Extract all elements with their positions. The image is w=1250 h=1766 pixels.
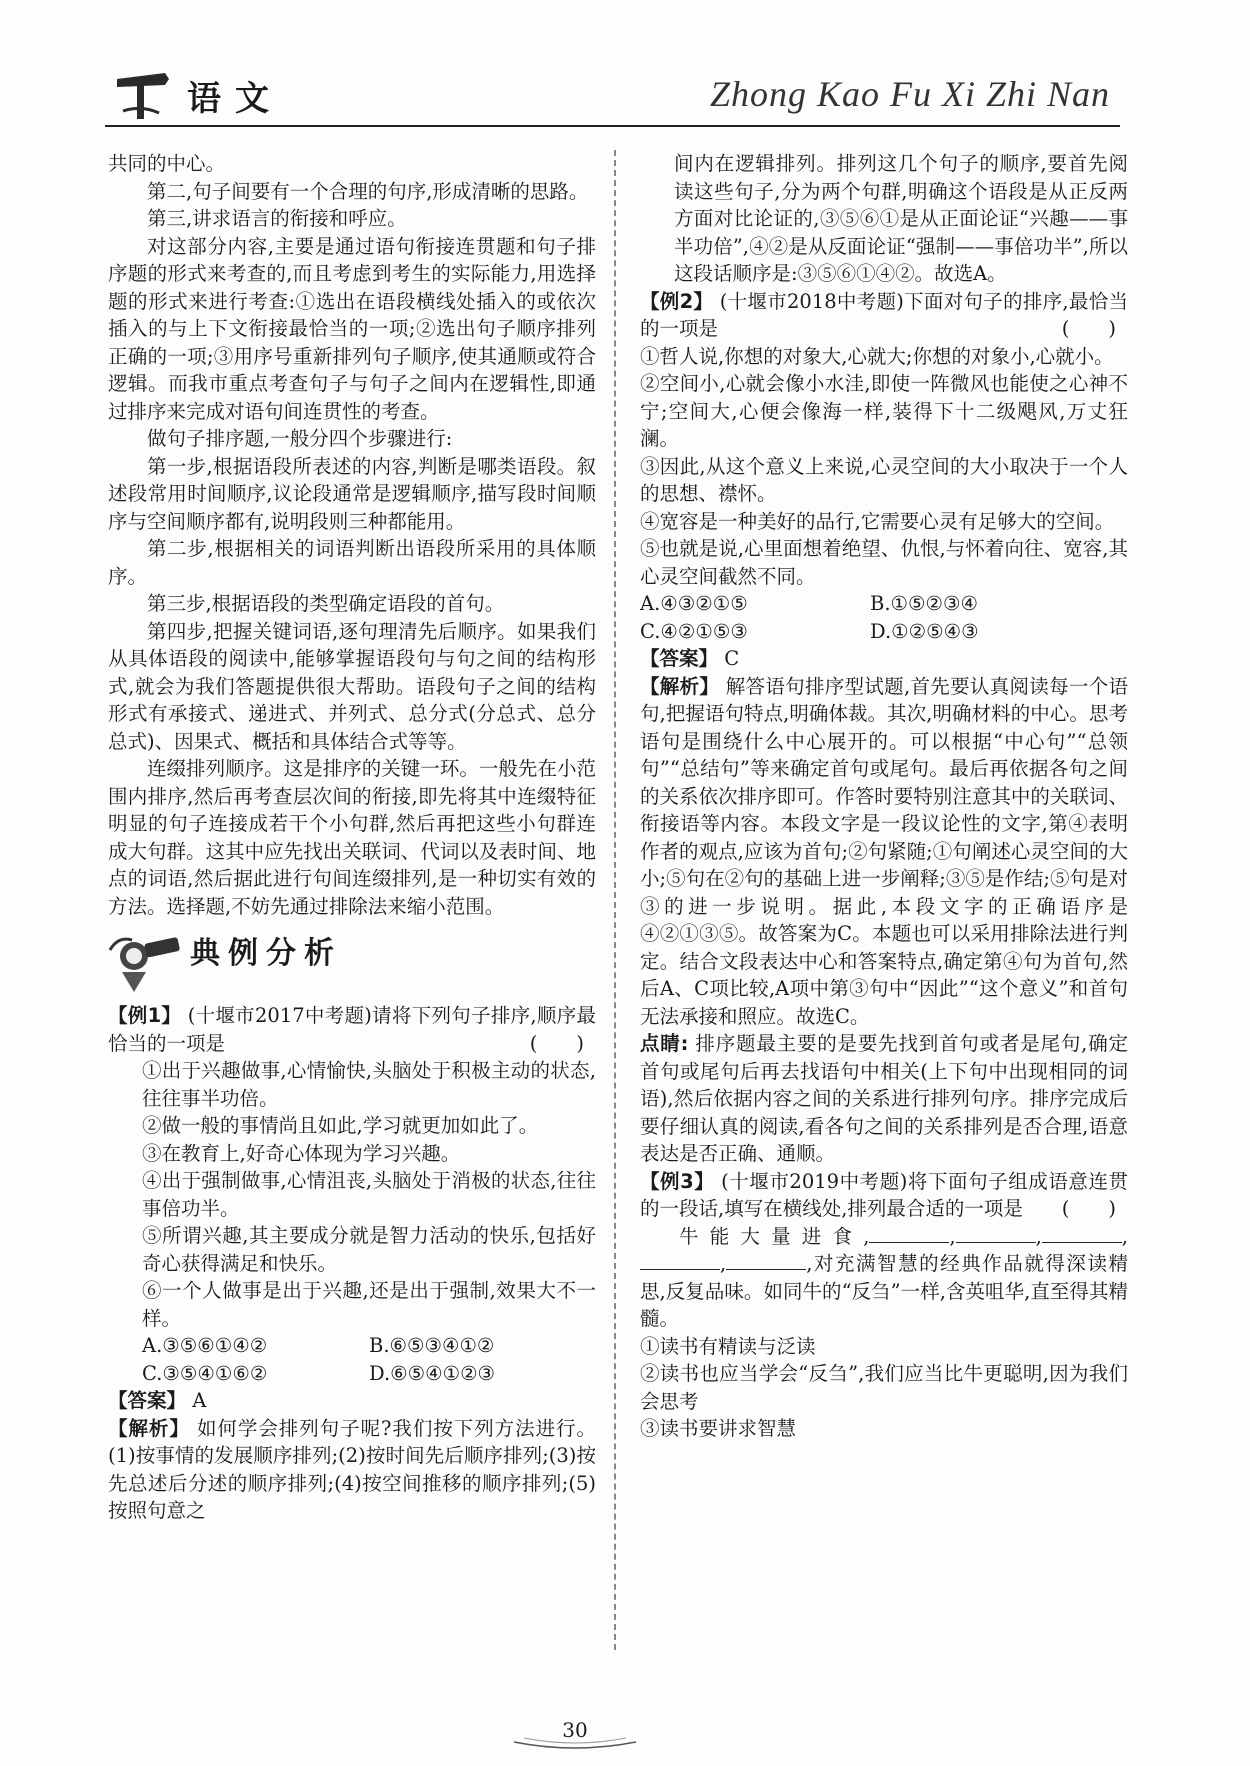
list-item: ②读书也应当学会“反刍”,我们应当比牛更聪明,因为我们会思考 xyxy=(640,1362,1128,1413)
answer-line xyxy=(108,1387,596,1415)
list-item: ④出于强制做事,心情沮丧,头脑处于消极的状态,往往事倍功半。 xyxy=(142,1169,596,1220)
answer-paren: ( ) xyxy=(1061,1197,1116,1220)
left-column xyxy=(108,150,596,1525)
analysis-text: 解答语句排序型试题,首先要认真阅读每一个语句,把握语句特点,明确体裁。其次,明确材料的中心。思考语句是围绕什么中心展开的。可以根据“中心句”“总领句”“总结句”等来确定首句或尾句。最后再依据各句之间的关系依次排序即可。作答时要特别注意其中的关联词、衔接语等内容。本段文字是一段议论性的文字,第④表明作者的观点,应该为首句;②句紧随;①句阐述心灵空间的大小;⑤句在②句的基础上进一步阐释;③⑤是作结;⑤句是对③的进一步说明。据此,本段文字的正确语序是④②①③⑤。故答案为C。本题也可以采用排除法进行判定。结合文段表达中心和答案特点,确定第④句为首句,然后A、C项比较,A项中第③句中“因此”“这个意义”和首句无法承接和照应。故选C。 xyxy=(640,674,1128,1028)
signpost-logo-icon xyxy=(113,65,173,121)
analysis-line xyxy=(108,1415,596,1525)
option-c: C.③⑤④①⑥② xyxy=(142,1361,268,1385)
option-d: D.①②⑤④③ xyxy=(870,619,979,643)
options-row xyxy=(640,590,1128,618)
paragraph: 第四步,把握关键词语,逐句理清先后顺序。如果我们从具体语段的阅读中,能够掌握语段句与句之间的结构形式,就会为我们答题提供很大帮助。语段句子之间的结构形式有承接式、递进式、并列式、总分式(分总式、总分总式)、因果式、概括和具体结合式等等。 xyxy=(108,619,596,753)
subject-title: 语文 xyxy=(187,79,283,119)
paragraph: 第三,讲求语言的衔接和呼应。 xyxy=(147,207,407,230)
analysis-text: 如何学会排列句子呢?我们按下列方法进行。(1)按事情的发展顺序排列;(2)按时间先后顺序排列;(3)按先总述后分述的顺序排列;(4)按空间推移的顺序排列;(5)按照句意之 xyxy=(108,1416,596,1522)
analysis-line xyxy=(640,673,1128,1031)
example-question xyxy=(108,1002,596,1057)
list-item: ②空间小,心就会像小水洼,即使一阵微风也能使之心神不宁;空间大,心便会像海一样,装得下十二级飓风,万丈狂澜。 xyxy=(640,372,1128,450)
answer-line xyxy=(640,645,1128,673)
option-a: A.④③②①⑤ xyxy=(640,592,748,615)
option-d: D.⑥⑤④①②③ xyxy=(369,1361,496,1385)
blank-line xyxy=(956,1224,1036,1243)
blank-line xyxy=(1042,1224,1122,1243)
tip-label: 点睛: xyxy=(640,1032,689,1055)
example-tag: 【例1】 xyxy=(108,1004,182,1027)
column-divider xyxy=(614,150,616,1650)
tip-text: 排序题最主要的是要先找到首句或者是尾句,确定首句或尾句后再去找语句中相关(上下句中出现相同的词语),然后依据内容之间的关系进行排列句序。排序完成后要仔细认真的阅读,看各句之间的关系排列是否合理,语意表达是否正确、通顺。 xyxy=(640,1032,1128,1165)
list-item: ①出于兴趣做事,心情愉快,头脑处于积极主动的状态,往往事半功倍。 xyxy=(142,1059,596,1110)
blank-line xyxy=(640,1251,720,1270)
answer-value: A xyxy=(192,1389,207,1412)
paragraph: 第三步,根据语段的类型确定语段的首句。 xyxy=(147,592,505,615)
tip-line xyxy=(640,1030,1128,1168)
answer-paren: ( ) xyxy=(1061,317,1116,340)
paragraph: 对这部分内容,主要是通过语句衔接连贯题和句子排序题的形式来考查的,而且考虑到考生的实际能力,用选择题的形式来进行考查:①选出在语段横线处插入的或依次插入的与上下文衔接最恰当的一项;②选出句子顺序排列正确的一项;③用序号重新排列句子顺序,使其通顺或符合逻辑。而我市重点考查句子与句子之间内在逻辑性,即通过排序来完成对语句间连贯性的考查。 xyxy=(108,234,596,423)
blank-line xyxy=(869,1224,949,1243)
list-item: ④宽容是一种美好的品行,它需要心灵有足够大的空间。 xyxy=(640,509,1115,533)
fill-text-end: ,对充满智慧的经典作品就得深读精思,反复品味。如同牛的“反刍”一样,含英咀华,直至得其精髓。 xyxy=(640,1252,1128,1330)
list-item: ⑥一个人做事是出于兴趣,还是出于强制,效果大不一样。 xyxy=(142,1279,596,1330)
question-text: (十堰市2018中考题)下面对句子的排序,最恰当的一项是 xyxy=(640,289,1128,340)
section-heading xyxy=(108,926,596,996)
paragraph: 第二,句子间要有一个合理的句序,形成清晰的思路。 xyxy=(147,179,589,203)
fill-blank-text: 牛能大量进食, , , ,, ,对充满智慧的经典作品就得深读精思,反复品味。如同牛的“反刍”一样,含英咀华,直至得其精髓。 xyxy=(640,1224,1128,1330)
option-b: B.①⑤②③④ xyxy=(870,592,978,615)
options-row xyxy=(108,1360,596,1388)
example-tag: 【例2】 xyxy=(640,289,714,313)
paragraph: 做句子排序题,一般分四个步骤进行: xyxy=(147,427,453,450)
analysis-continued: 间内在逻辑排列。排列这几个句子的顺序,要首先阅读这些句子,分为两个句群,明确这个语段是从正反两方面对比论证的,③⑤⑥①是从正面论证“兴趣——事半功倍”,④②是从反面论证“强制——事倍功半”,所以这段话顺序是:③⑤⑥①④②。故选A。 xyxy=(674,152,1128,285)
example-question xyxy=(640,288,1128,343)
options-row xyxy=(640,618,1128,646)
analysis-label: 【解析】 xyxy=(640,674,720,698)
paragraph: 连缀排列顺序。这是排序的关键一环。一般先在小范围内排序,然后再考查层次间的衔接,即先将其中连缀特征明显的句子连接成若干个小句群,然后再把这些小句群连成大句群。这其中应先找出关联词、代词以及表时间、地点的词语,然后据此进行句间连缀排列,是一种切实有效的方法。选择题,不妨先通过排除法来缩小范围。 xyxy=(108,757,596,918)
list-item: ③读书要讲求智慧 xyxy=(640,1417,797,1440)
page-header xyxy=(105,55,1120,127)
list-item: ⑤所谓兴趣,其主要成分就是智力活动的快乐,包括好奇心获得满足和快乐。 xyxy=(142,1224,596,1275)
answer-paren: ( ) xyxy=(529,1031,584,1055)
list-item: ③因此,从这个意义上来说,心灵空间的大小取决于一个人的思想、襟怀。 xyxy=(640,454,1128,505)
option-c: C.④②①⑤③ xyxy=(640,619,748,643)
page-number: 30 xyxy=(562,1718,588,1742)
analysis-label: 【解析】 xyxy=(108,1416,190,1440)
option-b: B.⑥⑤③④①② xyxy=(369,1334,495,1357)
list-item: ③在教育上,好奇心体现为学习兴趣。 xyxy=(142,1141,461,1165)
paragraph: 共同的中心。 xyxy=(108,152,226,175)
example-question xyxy=(640,1168,1128,1223)
question-text: (十堰市2019中考题)将下面句子组成语意连贯的一段话,填写在横线处,排列最合适的一项是 xyxy=(640,1169,1129,1220)
option-a: A.③⑤⑥①④② xyxy=(142,1334,268,1357)
book-title: Zhong Kao Fu Xi Zhi Nan xyxy=(709,74,1110,114)
example-tag: 【例3】 xyxy=(640,1169,715,1193)
answer-label: 【答案】 xyxy=(640,647,719,670)
answer-value: C xyxy=(724,647,740,670)
paragraph: 第二步,根据相关的词语判断出语段所采用的具体顺序。 xyxy=(108,537,596,588)
fill-text-start: 牛能大量进食, xyxy=(679,1224,870,1248)
options-row xyxy=(108,1332,596,1360)
section-title: 典例分析 xyxy=(190,936,342,971)
question-text: (十堰市2017中考题)请将下列句子排序,顺序最恰当的一项是 xyxy=(108,1004,596,1055)
answer-label: 【答案】 xyxy=(108,1389,187,1412)
list-item: ②做一般的事情尚且如此,学习就更加如此了。 xyxy=(142,1114,539,1137)
list-item: ①读书有精读与泛读 xyxy=(640,1334,816,1358)
list-item: ⑤也就是说,心里面想着绝望、仇恨,与怀着向往、宽容,其心灵空间截然不同。 xyxy=(640,537,1128,588)
list-item: ①哲人说,你想的对象大,心就大;你想的对象小,心就小。 xyxy=(640,344,1114,368)
paragraph: 第一步,根据语段所表述的内容,判断是哪类语段。叙述段常用时间顺序,议论段通常是逻辑顺序,描写段时间顺序与空间顺序都有,说明段则三种都能用。 xyxy=(108,454,596,533)
blank-line xyxy=(726,1251,806,1270)
right-column xyxy=(640,150,1128,1443)
telescope-mascot-icon xyxy=(108,926,188,996)
